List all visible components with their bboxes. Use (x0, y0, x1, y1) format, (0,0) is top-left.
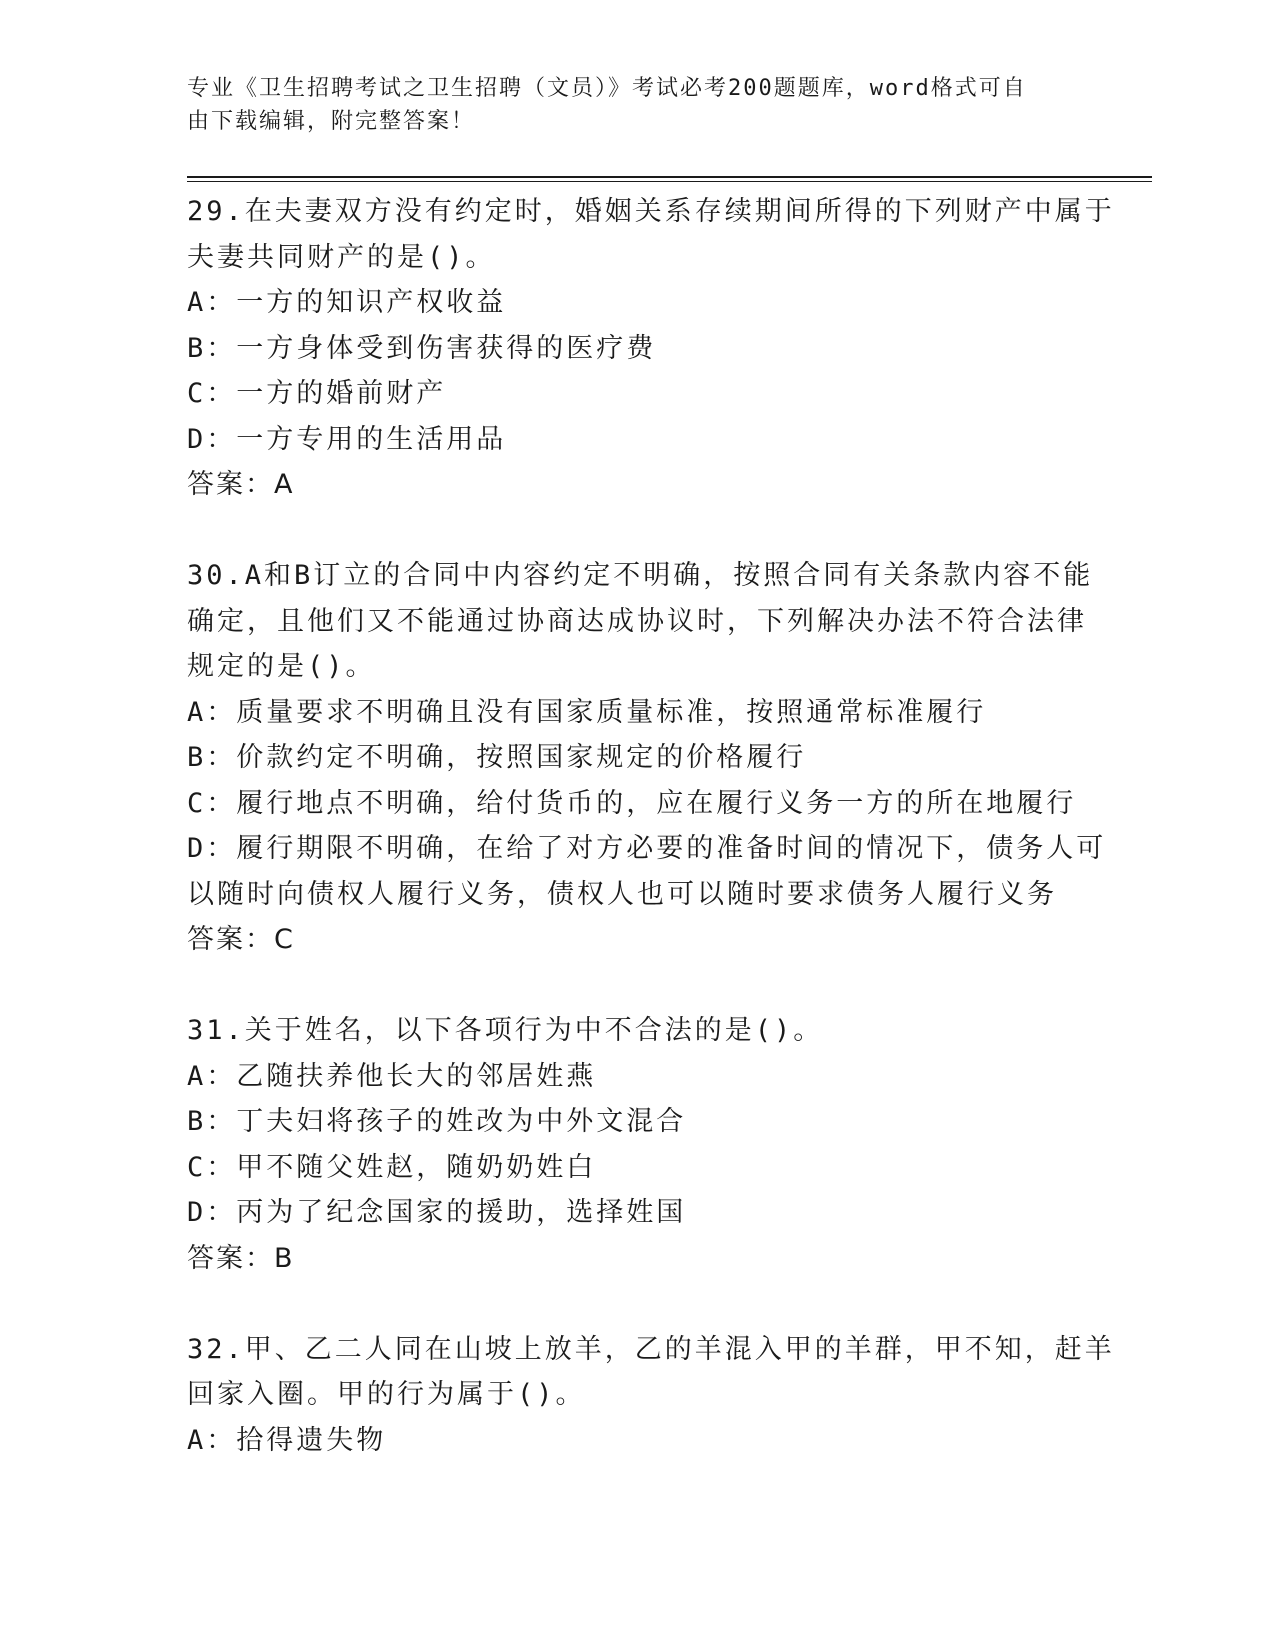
option-line: B：一方身体受到伤害获得的医疗费 (187, 332, 657, 364)
option-line: B：丁夫妇将孩子的姓改为中外文混合 (187, 1106, 687, 1137)
question-block (187, 189, 1115, 508)
question-list (187, 189, 1115, 1463)
answer-line: 答案：B (187, 1242, 295, 1274)
option-line: A：一方的知识产权收益 (187, 287, 507, 318)
answer-line: 答案：A (187, 469, 295, 500)
header-line-2: 由下载编辑，附完整答案！ (187, 109, 476, 134)
question-block (187, 1327, 1115, 1464)
option-line: D：履行期限不明确，在给了对方必要的准备时间的情况下，债务人可 (187, 833, 1107, 864)
page-header (187, 72, 1087, 138)
option-line: A：拾得遗失物 (187, 1424, 387, 1456)
option-line: B：价款约定不明确，按照国家规定的价格履行 (187, 742, 807, 773)
answer-line: 答案：C (187, 924, 295, 955)
question-stem-line: 32.甲、乙二人同在山坡上放羊，乙的羊混入甲的羊群，甲不知，赶羊 (187, 1333, 1115, 1365)
question-block (187, 553, 1107, 963)
option-line: D：一方专用的生活用品 (187, 423, 507, 455)
question-block (187, 1008, 1087, 1281)
option-line: D：丙为了纪念国家的援助，选择姓国 (187, 1197, 687, 1228)
option-line: A：质量要求不明确且没有国家质量标准，按照通常标准履行 (187, 696, 987, 728)
question-spacer (187, 1281, 1087, 1327)
header-line-1: 专业《卫生招聘考试之卫生招聘（文员）》考试必考200题题库，word格式可自 (187, 76, 1027, 101)
option-line: C：甲不随父姓赵，随奶奶姓白 (187, 1151, 597, 1183)
question-stem-line: 31.关于姓名，以下各项行为中不合法的是()。 (187, 1015, 824, 1046)
question-stem-line: 29.在夫妻双方没有约定时，婚姻关系存续期间所得的下列财产中属于 (187, 196, 1115, 227)
option-line: C：一方的婚前财产 (187, 378, 447, 409)
question-stem-line: 确定，且他们又不能通过协商达成协议时，下列解决办法不符合法律 (187, 605, 1087, 637)
question-stem-line: 回家入圈。甲的行为属于()。 (187, 1379, 586, 1410)
question-stem-line: 30.A和B订立的合同中内容约定不明确，按照合同有关条款内容不能 (187, 560, 1094, 591)
option-line: A：乙随扶养他长大的邻居姓燕 (187, 1060, 597, 1092)
header-divider-thick (187, 176, 1152, 178)
option-line: 以随时向债权人履行义务，债权人也可以随时要求债务人履行义务 (187, 878, 1057, 910)
option-line: C：履行地点不明确，给付货币的，应在履行义务一方的所在地履行 (187, 787, 1077, 819)
question-stem-line: 夫妻共同财产的是()。 (187, 241, 496, 273)
question-spacer (187, 508, 1087, 554)
question-spacer (187, 963, 1087, 1009)
question-stem-line: 规定的是()。 (187, 651, 376, 682)
header-divider-thin (187, 181, 1152, 182)
